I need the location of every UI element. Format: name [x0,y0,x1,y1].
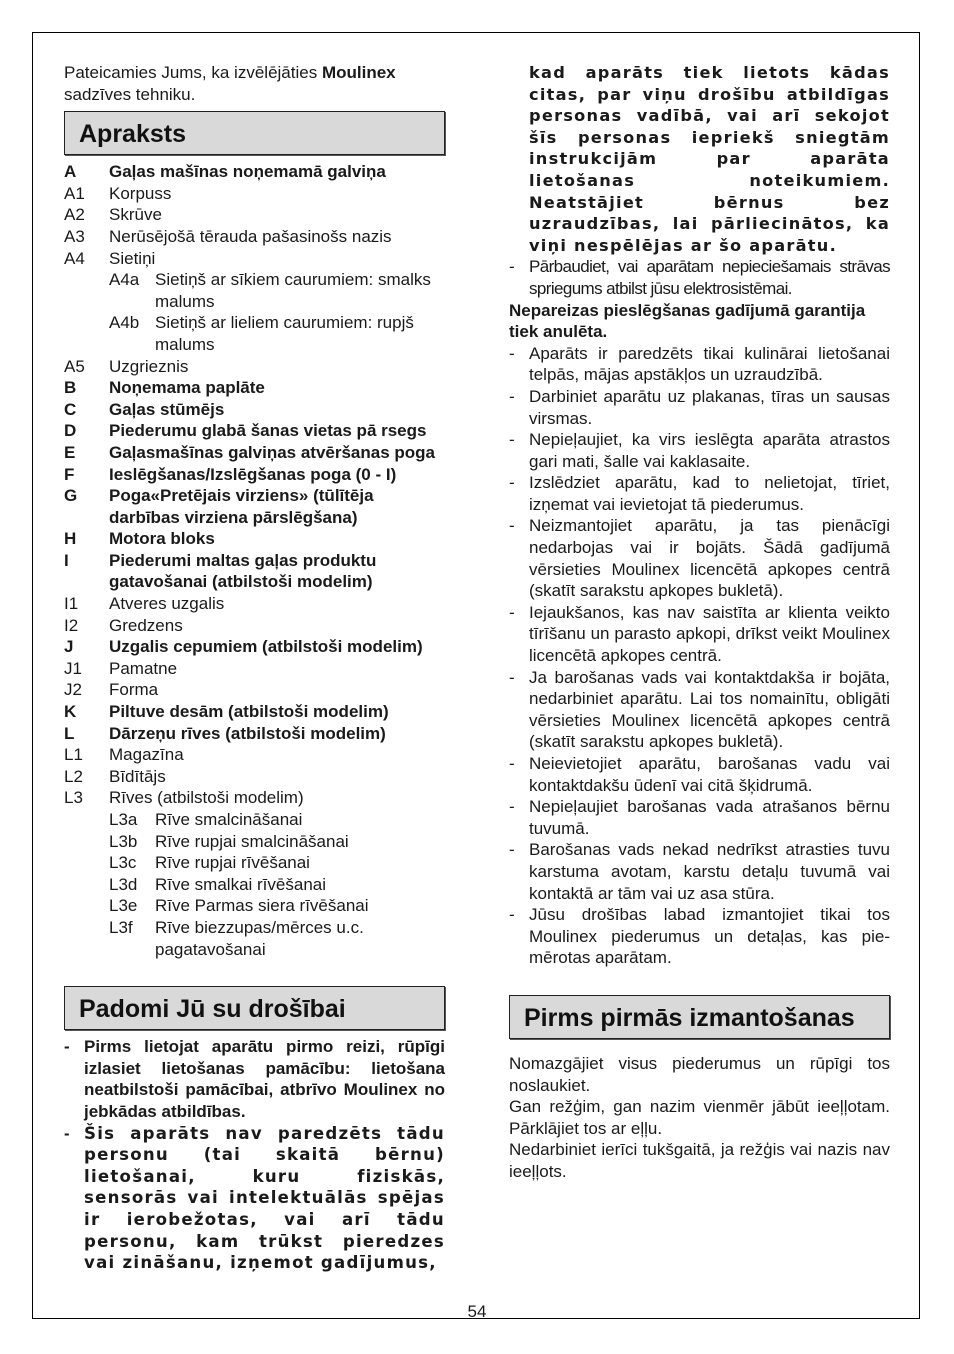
part-code: L3e [109,896,138,916]
part-label: Uzgalis cepumiem (atbilstoši modelim) [109,637,423,657]
part-label: Ieslēgšanas/Izslēgšanas poga (0 - I) [109,464,397,484]
part-code: L1 [64,745,83,765]
intro-post: sadzīves tehniku. [64,84,196,104]
safety-item-text: Pārbaudiet, vai aparātam nepieciešamais strāvas spriegums atbilst jūsu elektrosistēmai. [529,257,890,298]
part-label: Rīve rupjai smalcināšanai [155,831,349,851]
part-label: Rīve rupjai rīvēšanai [155,853,310,873]
part-label: Forma [109,680,159,700]
part-row [64,442,445,464]
heading-first-use: Pirms pirmās izmantošanas [509,995,890,1039]
part-row [64,204,445,226]
safety-list-right [509,256,890,299]
part-label: Noņemama paplāte [109,378,265,398]
safety-item [509,602,890,667]
part-label: Rīve Parmas siera rīvēšanai [155,896,369,916]
page-number: 54 [467,1302,487,1321]
part-code: L3c [109,853,137,873]
first-use-paragraph: Nedarbiniet ierīci tukšgaitā, ja režģis vai nazis nav ieeļļots. [509,1140,890,1181]
part-label: Atveres uzgalis [109,594,225,614]
part-row [64,723,445,745]
bullet-dash: - [509,840,515,860]
safety-item-text: Pirms lietojat aparātu pirmo reizi, rūpīgi izlasiet lietošanas pamācību: lietošana neatbilstoši pamācībai, atbrīvo Moulinex no jebkādas atbildības. [84,1037,445,1121]
safety-item [509,753,890,796]
part-code: I2 [64,615,79,635]
part-code: J [64,637,74,657]
part-row [64,485,445,528]
safety-item-text: Ja barošanas vads vai kontaktdakša ir bojāta, nedarbiniet aparātu. Lai tos nomainītu, obligāti vērsieties Moulinex licencētā apkopes centrā (skatīt sarakstu apkopes bukletā). [529,667,890,752]
part-row [64,550,445,593]
heading-safety: Padomi Jū su drošībai [64,986,445,1030]
safety-item [509,386,890,429]
part-row [64,852,445,874]
safety-item-text: Jūsu drošības labad izmantojiet tikai tos Moulinex piederumus un detaļas, kas pie-mērotas aparātam. [529,905,890,968]
bullet-dash: - [509,905,515,925]
part-code: L [64,723,75,743]
first-use-paragraph: Nomazgājiet visus piederumus un rūpīgi tos noslaukiet. [509,1053,890,1095]
part-row [64,464,445,486]
bullet-dash: - [509,386,515,406]
safety-item-persons-continued: kad aparāts tiek lietots kādas citas, par viņu drošību atbildīgas personas vadībā, vai arī sekojot šīs personas iepriekš sniegtām instrukcijām par aparāta lietošanas noteikumiem. Neatstājiet bērnus bez uzraudzības, lai pārliecinātos, ka viņi nespēlējas ar šo aparātu. [529,63,890,255]
part-code: A4a [109,270,140,290]
part-row [64,658,445,680]
part-label: Skrūve [109,205,162,225]
part-row [64,420,445,442]
part-label: Bīdītājs [109,766,166,786]
safety-item-text: Barošanas vads nekad nedrīkst atrasties tuvu karstuma avotam, karstu detaļu tuvumā vai kontaktā ar tām vai uz asa stūra. [529,840,890,903]
part-label: Piltuve desām (atbilstoši modelim) [109,702,389,722]
part-label: Piederumi maltas gaļas produktu gatavošanai (atbilstoši modelim) [109,550,377,592]
part-row [64,269,445,312]
part-row [64,377,445,399]
safety-item [509,429,890,472]
part-row [64,701,445,723]
safety-item [509,667,890,753]
part-label: Rīves (atbilstoši modelim) [109,788,304,808]
safety-item [509,904,890,969]
part-code: C [64,399,77,419]
safety-item-first-use: - Pirms lietojat aparātu pirmo reizi, rūpīgi izlasiet lietošanas pamācību: lietošana neatbilstoši pamācībai, atbrīvo Moulinex no jebkādas atbildības. [64,1037,445,1121]
part-row [64,528,445,550]
bullet-dash: - [509,797,515,817]
part-row [64,161,445,183]
part-row [64,399,445,421]
right-column [509,62,890,1183]
part-code: K [64,702,77,722]
safety-item [509,796,890,839]
safety-item [509,515,890,601]
part-row [64,615,445,637]
part-label: Rīve smalcināšanai [155,810,303,829]
safety-item-text: Šis aparāts nav paredzēts tādu personu (tai skaitā bērnu) lietošanai, kuru fiziskās, sensorās vai intelektuālās spējas ir ierobežotas, vai arī tādu personu, kam trūkst pieredzes vai zināšanu, izņemot gadījumus, [84,1123,445,1273]
part-row [64,679,445,701]
bullet-dash: - [509,667,515,687]
part-code: D [64,421,77,441]
part-code: L3b [109,831,138,851]
part-label: Dārzeņu rīves (atbilstoši modelim) [109,723,386,743]
safety-item-text: Aparāts ir paredzēts tikai kulinārai lietošanai telpās, mājas apstākļos un uzraudzībā. [529,343,890,385]
part-label: Korpuss [109,183,172,203]
part-label: Rīve biezzupas/mērces u.c. pagatavošanai [155,917,364,959]
part-code: L3a [109,810,138,829]
bullet-dash: - [509,754,515,773]
part-label: Motora bloks [109,529,215,549]
safety-item-text: Nepieļaujiet barošanas vada atrašanos bērnu tuvumā. [529,797,890,838]
part-code: A3 [64,226,85,246]
safety-item-text: Neizmantojiet aparātu, ja tas pienācīgi nedarbojas vai ir bojāts. Šādā gadījumā vērsieties Moulinex licencētā apkopes centrā (skatīt sarakstu apkopes bukletā). [529,516,890,601]
part-row [64,787,445,809]
part-label: Gaļasmašīnas galviņas atvēršanas poga [109,442,436,462]
part-row [64,636,445,658]
safety-item-text: Nepieļaujiet, ka virs ieslēgta aparāta atrastos gari mati, šalle vai kaklasaite. [529,430,890,471]
part-row [64,226,445,248]
safety-item-text: Izslēdziet aparātu, kad to nelietojat, tīriet, izņemat vai ievietojat tā piederumus. [529,473,890,514]
safety-item-persons: - Šis aparāts nav paredzēts tādu personu (tai skaitā bērnu) lietošanai, kuru fiziskās, sensorās vai intelektuālās spējas ir ierobežotas, vai arī tādu personu, kam trūkst pieredzes vai zināšanu, izņemot gadījumus, [64,1123,445,1273]
safety-item-voltage: - Pārbaudiet, vai aparātam nepieciešamais strāvas spriegums atbilst jūsu elektrosistēmai. [509,257,890,298]
part-label: Gaļas stūmējs [109,399,225,419]
part-code: A [64,162,77,182]
first-use-text [509,1053,890,1183]
part-code: L2 [64,766,83,786]
safety-item-text: Darbiniet aparātu uz plakanas, tīras un sausas virsmas. [529,386,890,428]
part-row [64,183,445,205]
part-code: J2 [64,680,82,700]
safety-item-text: Neievietojiet aparātu, barošanas vadu vai kontaktdakšu ūdenī vai citā šķidrumā. [529,754,890,795]
part-code: J1 [64,658,82,678]
intro-pre: Pateicamies Jums, ka izvēlējāties [64,63,322,82]
part-code: A4b [109,313,140,333]
part-code: I1 [64,594,79,614]
part-code: A2 [64,205,85,225]
part-row [64,744,445,766]
safety-item [509,839,890,904]
part-label: Uzgrieznis [109,356,189,376]
part-label: Pamatne [109,658,178,678]
part-row [64,809,445,831]
safety-list-left [64,1036,445,1274]
safety-item [509,343,890,386]
part-label: Sietiņš ar lieliem caurumiem: rupjš malums [155,313,414,354]
bullet-dash: - [509,430,515,450]
bullet-dash: - [509,516,515,536]
safety-items [509,343,890,969]
part-code: F [64,464,75,484]
part-row [64,831,445,853]
part-label: Sietiņš ar sīkiem caurumiem: smalks malums [155,270,431,311]
part-row [64,356,445,378]
part-label: Rīve smalkai rīvēšanai [155,874,327,894]
part-code: E [64,442,76,462]
part-label: Sietiņi [109,248,156,268]
part-label: Gaļas mašīnas noņemamā galviņa [109,162,386,182]
part-label: Piederumu glabā šanas vietas pā rsegs [109,421,427,441]
part-row [64,312,445,355]
part-row [64,874,445,896]
bullet-dash: - [509,602,515,622]
part-code: G [64,486,78,506]
parts-list [64,161,445,960]
heading-description: Apraksts [64,111,445,155]
part-row [64,917,445,960]
part-code: A5 [64,356,85,376]
warranty-warning: Nepareizas pieslēgšanas gadījumā garantija tiek anulēta. [509,300,866,342]
part-row [64,766,445,788]
part-code: H [64,529,77,549]
intro-text [64,62,445,105]
safety-item-text: Iejaukšanos, kas nav saistīta ar klienta veikto tīrīšanu un parasto apkopi, drīkst veikt Moulinex licencētā apkopes centrā. [529,602,890,666]
part-code: L3d [109,874,138,894]
part-code: A4 [64,248,85,268]
part-code: L3 [64,788,83,808]
part-label: Nerūsējošā tērauda pašasinošs nazis [109,226,392,246]
part-label: Poga«Pretējais virziens» (tūlītēja darbības virziena pārslēgšana) [109,486,374,527]
part-code: I [64,550,69,570]
part-label: Magazīna [109,745,184,765]
part-code: A1 [64,183,85,203]
part-label: Gredzens [109,615,183,635]
part-row [64,895,445,917]
safety-item [509,472,890,515]
bullet-dash: - [509,473,515,493]
part-row [64,248,445,270]
part-code: B [64,378,77,398]
intro-brand: Moulinex [321,63,396,82]
first-use-paragraph: Gan režģim, gan nazim vienmēr jābūt ieeļļotam. Pārklājiet tos ar eļļu. [509,1097,890,1138]
part-code: L3f [109,917,133,937]
bullet-dash: - [509,343,515,363]
part-row [64,593,445,615]
left-column [64,62,445,1274]
